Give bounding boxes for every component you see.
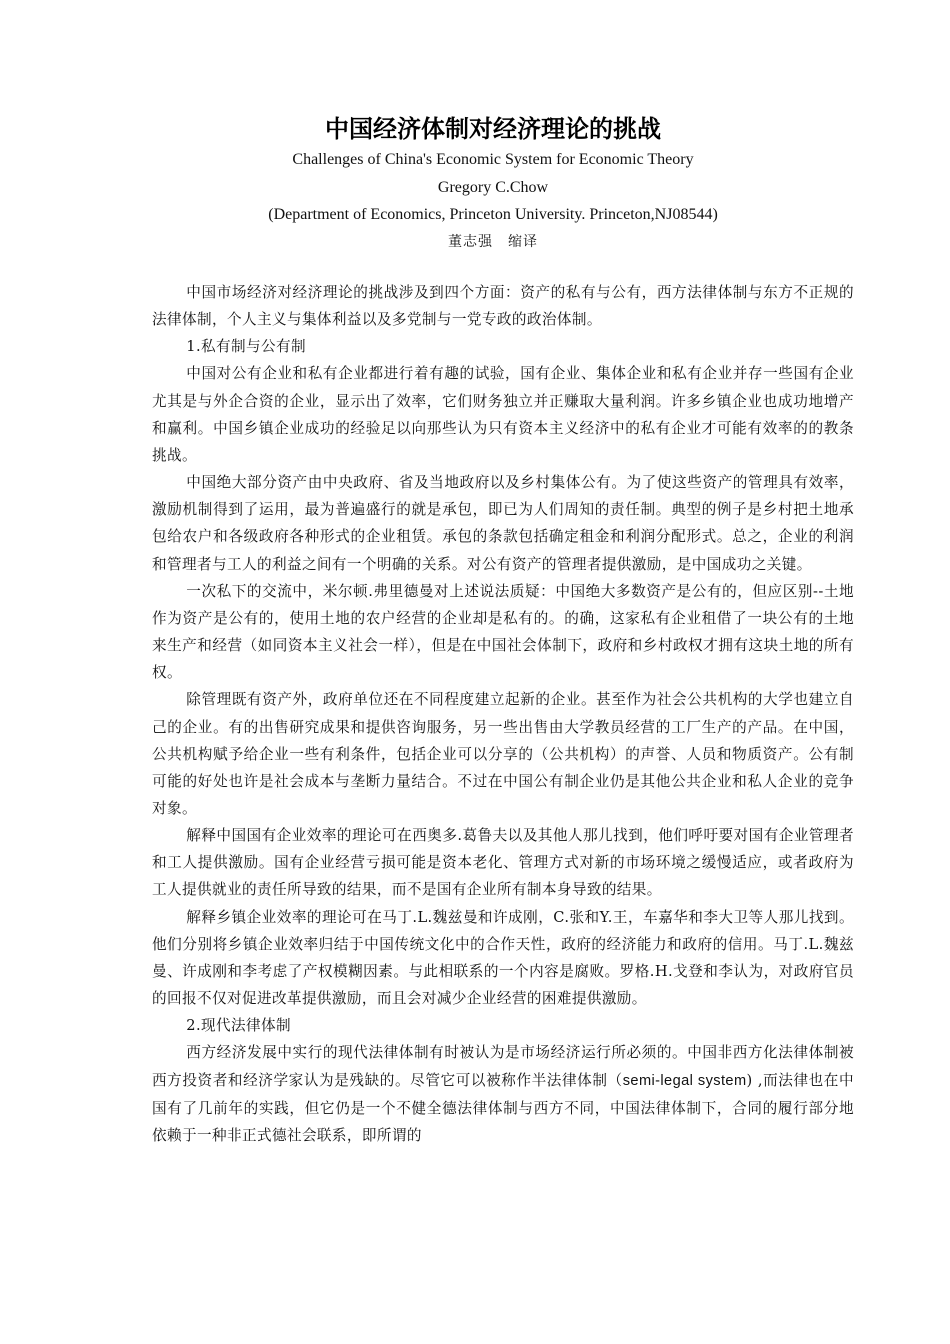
semi-legal-system-term: semi-legal system xyxy=(622,1072,747,1089)
title-english: Challenges of China's Economic System for Economic Theory xyxy=(292,151,694,168)
author-affiliation: (Department of Economics, Princeton University. Princeton,NJ08544) xyxy=(268,206,718,223)
article-body xyxy=(152,279,854,1149)
section-heading-legal-system: 2.现代法律体制 xyxy=(186,1017,291,1035)
paragraph: 解释乡镇企业效率的理论可在马丁.L.魏兹曼和许成刚，C.张和Y.王，车嘉华和李大卫等人那儿找到。他们分别将乡镇企业效率归结于中国传统文化中的合作天性，政府的经济能力和政府的信用。马丁.L.魏兹曼、许成刚和李考虑了产权模糊因素。与此相联系的一个内容是腐败。罗格.H.戈登和李认为，对政府官员的回报不仅对促进改革提供激励，而且会对减少企业经营的困难提供激励。 xyxy=(152,908,854,1008)
paragraph: 中国对公有企业和私有企业都进行着有趣的试验，国有企业、集体企业和私有企业并存一些国有企业尤其是与外企合资的企业，显示出了效率，它们财务独立并正赚取大量利润。许多乡镇企业也成功地增产和赢利。中国乡镇企业成功的经验足以向那些认为只有资本主义经济中的私有企业才可能有效率的的教条挑战。 xyxy=(152,365,854,464)
document-header xyxy=(150,112,836,256)
paragraph-legal-part-1: 西方经济发展中实行的现代法律体制有时被认为是市场经济运行所必须的。中国非西方化法律体制被西方投资者和经济学家认为是残缺的。尽管它可以被称作半法律体制（ xyxy=(152,1044,854,1089)
title-chinese: 中国经济体制对经济理论的挑战 xyxy=(325,115,661,143)
paragraph-legal xyxy=(152,1039,854,1149)
paragraph-legal-part-2: ) ,而法律也在中国有了几前年的实践，但它仍是一个不健全德法律体制与西方不同，中国法律体制下，合同的履行部分地依赖于一种非正式德社会联系，即所谓的 xyxy=(152,1071,854,1144)
paragraph: 中国绝大部分资产由中央政府、省及当地政府以及乡村集体公有。为了使这些资产的管理具有效率，激励机制得到了运用，最为普遍盛行的就是承包，即已为人们周知的责任制。典型的例子是乡村把土地承包给农户和各级政府各种形式的企业租赁。承包的条款包括确定租金和利润分配形式。总之，企业的利润和管理者与工人的利益之间有一个明确的关系。对公有资产的管理者提供激励，是中国成功之关键。 xyxy=(152,474,854,573)
paragraph-intro: 中国市场经济对经济理论的挑战涉及到四个方面：资产的私有与公有，西方法律体制与东方不正规的法律体制，个人主义与集体利益以及多党制与一党专政的政治体制。 xyxy=(152,284,854,329)
paragraph: 解释中国国有企业效率的理论可在西奥多.葛鲁夫以及其他人那儿找到，他们呼吁要对国有企业管理者和工人提供激励。国有企业经营亏损可能是资本老化、管理方式对新的市场环境之缓慢适应，或者政府为工人提供就业的责任所导致的结果，而不是国有企业所有制本身导致的结果。 xyxy=(152,827,854,899)
paragraph: 除管理既有资产外，政府单位还在不同程度建立起新的企业。甚至作为社会公共机构的大学也建立自己的企业。有的出售研究成果和提供咨询服务，另一些出售由大学教员经营的工厂生产的产品。在中国，公共机构赋予给企业一些有利条件，包括企业可以分享的（公共机构）的声誉、人员和物质资产。公有制可能的好处也许是社会成本与垄断力量结合。不过在中国公有制企业仍是其他公共企业和私人企业的竞争对象。 xyxy=(152,691,854,817)
paragraph: 一次私下的交流中，米尔顿.弗里德曼对上述说法质疑：中国绝大多数资产是公有的，但应区别--土地作为资产是公有的，使用土地的农户经营的企业却是私有的。的确，这家私有企业租借了一块公有的土地来生产和经营（如同资本主义社会一样），但是在中国社会体制下，政府和乡村政权才拥有这块土地的所有权。 xyxy=(152,582,854,682)
author-name: Gregory C.Chow xyxy=(437,178,549,196)
translator-line: 董志强 缩译 xyxy=(448,233,538,250)
section-heading-ownership: 1.私有制与公有制 xyxy=(186,338,306,356)
